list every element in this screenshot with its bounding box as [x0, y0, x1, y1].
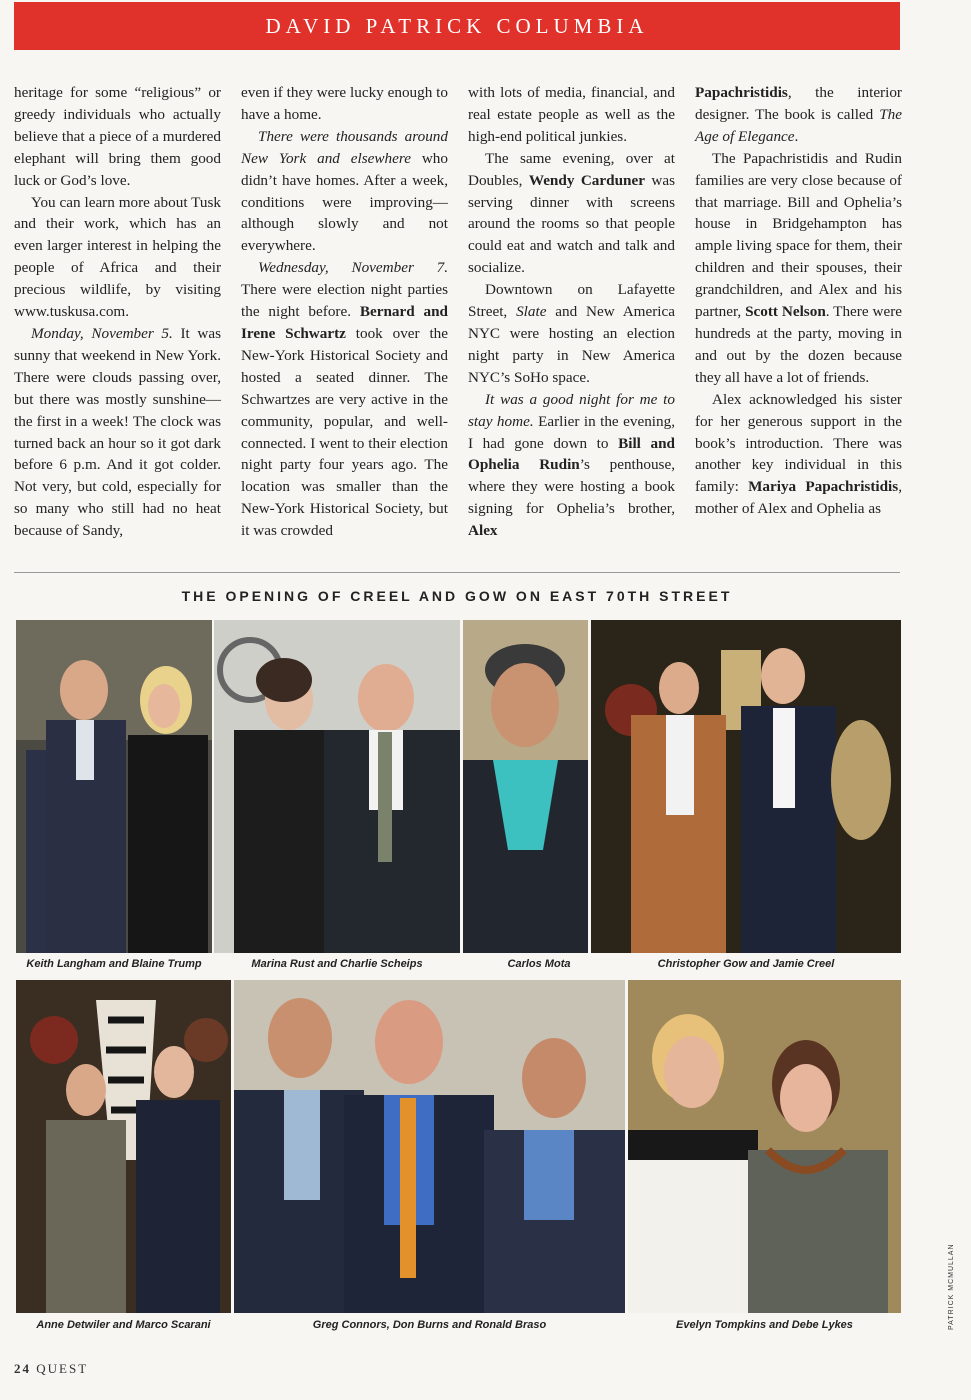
bold-name: Bernard and Irene Schwartz: [241, 303, 448, 342]
paragraph: Papachristidis, the interior designer. The book is called The Age of Elegance.: [695, 84, 902, 145]
photo-christopher-gow-jamie-creel: [591, 620, 901, 953]
italic-phrase: The Age of Elegance: [695, 105, 902, 145]
photo-caption: Christopher Gow and Jamie Creel: [657, 958, 835, 970]
italic-phrase: There were thousands around New York and elsewhere: [241, 127, 448, 167]
italic-phrase: It was a good night for me to stay home.: [468, 390, 675, 430]
paragraph: heritage for some “religious” or greedy individuals who actually believe that a piece of a murdered elephant will bring them good luck or God’s love.: [14, 84, 221, 189]
paragraph: with lots of media, financial, and real estate people as well as the high-end political junkies.: [468, 84, 675, 145]
photo-caption: Marina Rust and Charlie Scheips: [251, 958, 423, 970]
magazine-name: QUEST: [36, 1361, 89, 1376]
paragraph: even if they were lucky enough to have a home.: [241, 84, 448, 123]
bold-name: Alex: [468, 522, 498, 540]
paragraph: You can learn more about Tusk and their work, which has an even larger interest in helping the people of Africa and their precious wildlife, by visiting www.tuskusa.com.: [14, 193, 221, 321]
paragraph: It was a good night for me to stay home. Earlier in the evening, I had gone down to Bill and Ophelia Rudin’s penthouse, where they were hosting a book signing for Ophelia’s brother, Alex: [468, 390, 675, 540]
bold-name: Papachristidis: [695, 84, 788, 101]
photo-carlos-mota: [463, 620, 588, 953]
photo-anne-detwiler-marco-scarani: [16, 980, 231, 1313]
page-header: [14, 2, 900, 50]
paragraph: Wednesday, November 7. There were election night parties the night before. Bernard and Irene Schwartz took over the New-York Historical Society and hosted a seated dinner. The Schwartzes are very active in the community, popular, and well-connected. I went to their election night party four years ago. The location was smaller than the New-York Historical Society, but it was crowded: [241, 259, 449, 540]
paragraph: Monday, November 5. It was sunny that weekend in New York. There were clouds passing over, but there was mostly sunshine—the first in a week! The clock was turned back an hour so it got dark before 6 p.m. And it got colder. Not very, but cold, especially for so many who still had no heat because of Sandy,: [14, 324, 221, 540]
paragraph: The same evening, over at Doubles, Wendy Carduner was serving dinner with screens around the rooms so that people could eat and watch and talk and socialize.: [468, 149, 676, 277]
column-1: [14, 82, 221, 572]
photo-caption: Carlos Mota: [507, 958, 571, 970]
bold-name: Bill and Ophelia Rudin: [468, 434, 675, 474]
column-3: [468, 82, 675, 572]
bold-name: Mariya Papachristidis: [748, 478, 899, 496]
photo-marina-rust-charlie-scheips: [214, 620, 460, 953]
paragraph: The Papachristidis and Rudin families are very close because of that marriage. Bill and Ophelia’s house in Bridgehampton has ample living space for them, their children and their spouses, their grandchildren, and Alex and his partner, Scott Nelson. There were hundreds at the party, moving in and out by the dozen because they all have a lot of friends.: [695, 149, 902, 386]
photo-caption: Keith Langham and Blaine Trump: [26, 958, 202, 970]
article-body: [14, 82, 902, 572]
column-4: [695, 82, 902, 572]
photo-greg-connors-don-burns-ronald-braso: [234, 980, 625, 1313]
italic-phrase: Wednesday, November 7.: [258, 259, 448, 277]
italic-phrase: Slate: [516, 303, 547, 321]
page-number: 24: [14, 1361, 31, 1376]
paragraph: There were thousands around New York and elsewhere who didn’t have homes. After a week, conditions were improving—although slowly and not everywhere.: [241, 127, 448, 255]
column-2: [241, 82, 448, 572]
photo-caption: Evelyn Tompkins and Debe Lykes: [676, 1319, 853, 1331]
paragraph: Alex acknowledged his sister for her generous support in the book’s introduction. There was another key individual in this family: Mariya Papachristidis, mother of Alex and Ophelia as: [695, 390, 902, 518]
photo-keith-langham-blaine-trump: [16, 620, 212, 953]
photo-caption: Greg Connors, Don Burns and Ronald Braso: [312, 1319, 547, 1331]
paragraph: Downtown on Lafayette Street, Slate and New America NYC were hosting an election night party in New America NYC’s SoHo space.: [468, 281, 675, 386]
photo-caption: Anne Detwiler and Marco Scarani: [36, 1319, 211, 1331]
section-title: THE OPENING OF CREEL AND GOW ON EAST 70TH STREET: [181, 588, 733, 604]
section-divider: [14, 572, 900, 573]
header-title: DAVID PATRICK COLUMBIA: [265, 13, 649, 38]
italic-phrase: Monday, November 5.: [31, 324, 173, 342]
bold-name: Wendy Carduner: [528, 171, 645, 189]
photo-credit: PATRICK MCMULLAN: [948, 1243, 955, 1330]
bold-name: Scott Nelson: [745, 303, 826, 321]
photo-evelyn-tompkins-debe-lykes: [628, 980, 901, 1313]
page-folio: [14, 1361, 88, 1377]
